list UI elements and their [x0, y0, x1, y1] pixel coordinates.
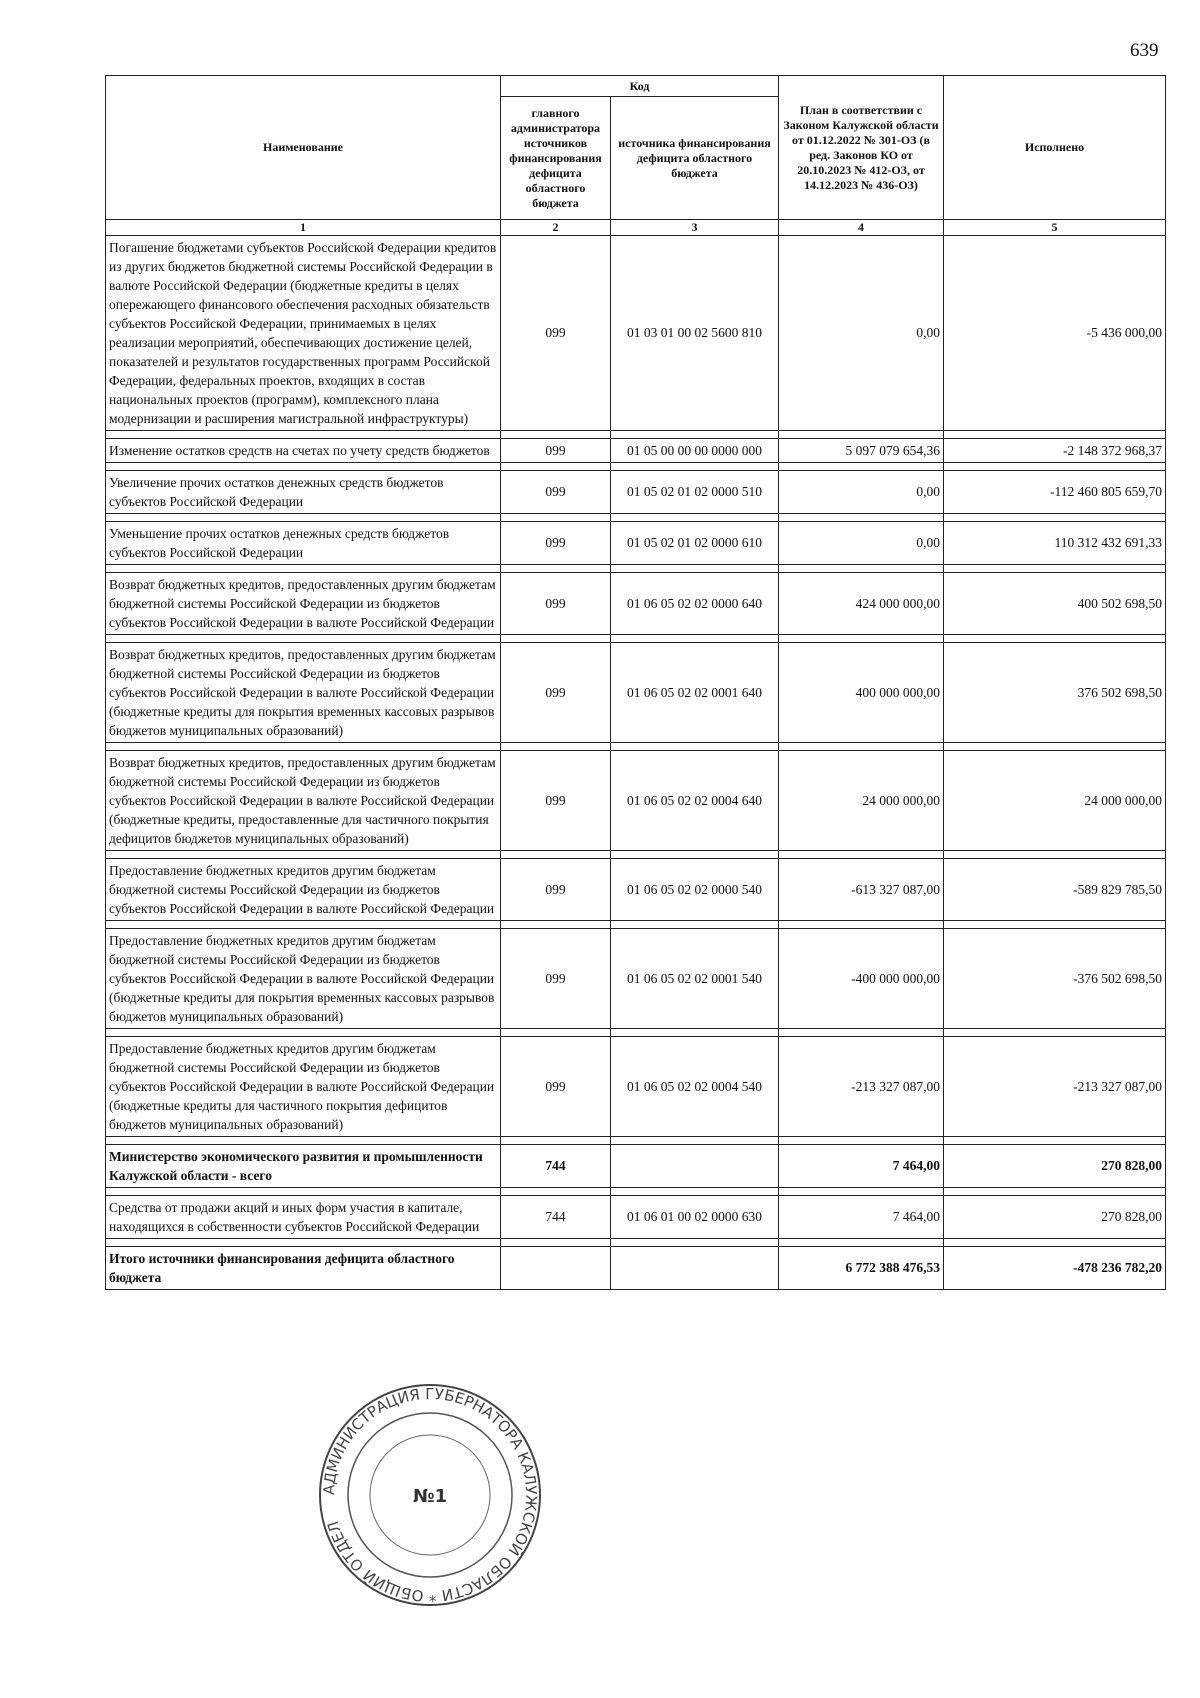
row-source-code — [611, 1145, 779, 1188]
row-spacer — [106, 743, 1166, 751]
row-plan-amount: 424 000 000,00 — [779, 573, 944, 635]
row-spacer — [106, 514, 1166, 522]
row-plan-amount: 7 464,00 — [779, 1145, 944, 1188]
row-name: Увеличение прочих остатков денежных средств бюджетов субъектов Российской Федерации — [106, 471, 501, 514]
table-row — [106, 573, 1166, 635]
row-executed-amount: 400 502 698,50 — [944, 573, 1166, 635]
row-source-code: 01 06 05 02 02 0001 640 — [611, 643, 779, 743]
row-executed-amount: -589 829 785,50 — [944, 859, 1166, 921]
row-spacer — [106, 1239, 1166, 1247]
row-source-code — [611, 1247, 779, 1290]
header-name: Наименование — [106, 76, 501, 220]
table-row — [106, 859, 1166, 921]
table-row — [106, 236, 1166, 431]
row-source-code: 01 05 02 01 02 0000 510 — [611, 471, 779, 514]
col-number: 3 — [611, 220, 779, 236]
row-admin-code: 099 — [501, 236, 611, 431]
header-plan: План в соответствии с Законом Калужской области от 01.12.2022 № 301-ОЗ (в ред. Законов КО от 20.10.2023 № 412-ОЗ, от 14.12.2023 № 436-ОЗ) — [779, 76, 944, 220]
row-executed-amount: 270 828,00 — [944, 1196, 1166, 1239]
row-plan-amount: -213 327 087,00 — [779, 1037, 944, 1137]
row-admin-code: 099 — [501, 439, 611, 463]
row-name: Погашение бюджетами субъектов Российской Федерации кредитов из других бюджетов бюджетной системы Российской Федерации в валюте Российской Федерации (бюджетные кредиты в целях опережающего финансового обеспечения расходных обязательств субъектов Российской Федерации, принимаемых в целях реализации мероприятий, обеспечивающих достижение целей, показателей и результатов государственных программ Российской Федерации, федеральных проектов, входящих в состав национальных проектов (программ), комплексного плана модернизации и расширения магистральной инфраструктуры) — [106, 236, 501, 431]
header-source: источника финансирования дефицита областного бюджета — [611, 97, 779, 220]
row-name: Предоставление бюджетных кредитов другим бюджетам бюджетной системы Российской Федерации из бюджетов субъектов Российской Федерации в валюте Российской Федерации — [106, 859, 501, 921]
row-source-code: 01 05 00 00 00 0000 000 — [611, 439, 779, 463]
col-number: 5 — [944, 220, 1166, 236]
row-source-code: 01 06 01 00 02 0000 630 — [611, 1196, 779, 1239]
col-number: 1 — [106, 220, 501, 236]
row-name: Предоставление бюджетных кредитов другим бюджетам бюджетной системы Российской Федерации из бюджетов субъектов Российской Федерации в валюте Российской Федерации (бюджетные кредиты для частичного покрытия дефицитов бюджетов муниципальных образований) — [106, 1037, 501, 1137]
row-name: Уменьшение прочих остатков денежных средств бюджетов субъектов Российской Федерации — [106, 522, 501, 565]
row-plan-amount: 5 097 079 654,36 — [779, 439, 944, 463]
table-row — [106, 1037, 1166, 1137]
table-row — [106, 522, 1166, 565]
row-spacer — [106, 921, 1166, 929]
row-executed-amount: -213 327 087,00 — [944, 1037, 1166, 1137]
table-row — [106, 471, 1166, 514]
row-admin-code: 744 — [501, 1145, 611, 1188]
row-spacer — [106, 1188, 1166, 1196]
row-plan-amount: -613 327 087,00 — [779, 859, 944, 921]
row-admin-code: 099 — [501, 929, 611, 1029]
row-plan-amount: 0,00 — [779, 471, 944, 514]
row-name: Итого источники финансирования дефицита областного бюджета — [106, 1247, 501, 1290]
row-plan-amount: 6 772 388 476,53 — [779, 1247, 944, 1290]
row-executed-amount: -2 148 372 968,37 — [944, 439, 1166, 463]
header-kod: Код — [501, 76, 779, 97]
row-spacer — [106, 565, 1166, 573]
row-admin-code: 099 — [501, 643, 611, 743]
row-plan-amount: -400 000 000,00 — [779, 929, 944, 1029]
row-spacer — [106, 431, 1166, 439]
header-executed: Исполнено — [944, 76, 1166, 220]
row-name: Средства от продажи акций и иных форм участия в капитале, находящихся в собственности субъектов Российской Федерации — [106, 1196, 501, 1239]
row-source-code: 01 06 05 02 02 0004 640 — [611, 751, 779, 851]
row-source-code: 01 03 01 00 02 5600 810 — [611, 236, 779, 431]
table-row — [106, 1145, 1166, 1188]
row-source-code: 01 06 05 02 02 0000 540 — [611, 859, 779, 921]
header-admin: главного администратора источников финансирования дефицита областного бюджета — [501, 97, 611, 220]
row-executed-amount: 110 312 432 691,33 — [944, 522, 1166, 565]
stamp-text: АДМИНИСТРАЦИЯ ГУБЕРНАТОРА КАЛУЖСКОЙ ОБЛАСТИ * ОБЩИЙ ОТДЕЛ — [319, 1384, 541, 1606]
row-admin-code: 099 — [501, 1037, 611, 1137]
row-spacer — [106, 1029, 1166, 1037]
row-name: Министерство экономического развития и промышленности Калужской области - всего — [106, 1145, 501, 1188]
row-executed-amount: -478 236 782,20 — [944, 1247, 1166, 1290]
row-spacer — [106, 635, 1166, 643]
row-admin-code — [501, 1247, 611, 1290]
row-source-code: 01 05 02 01 02 0000 610 — [611, 522, 779, 565]
table-row — [106, 643, 1166, 743]
row-name: Возврат бюджетных кредитов, предоставленных другим бюджетам бюджетной системы Российской Федерации из бюджетов субъектов Российской Федерации в валюте Российской Федерации (бюджетные кредиты для покрытия временных кассовых разрывов бюджетов муниципальных образований) — [106, 643, 501, 743]
budget-table — [105, 75, 1166, 1290]
row-plan-amount: 24 000 000,00 — [779, 751, 944, 851]
row-admin-code: 099 — [501, 751, 611, 851]
row-source-code: 01 06 05 02 02 0004 540 — [611, 1037, 779, 1137]
row-admin-code: 099 — [501, 573, 611, 635]
table-row — [106, 1247, 1166, 1290]
row-admin-code: 099 — [501, 522, 611, 565]
table-row — [106, 751, 1166, 851]
row-executed-amount: -376 502 698,50 — [944, 929, 1166, 1029]
row-source-code: 01 06 05 02 02 0001 540 — [611, 929, 779, 1029]
row-executed-amount: 270 828,00 — [944, 1145, 1166, 1188]
row-admin-code: 099 — [501, 471, 611, 514]
row-plan-amount: 0,00 — [779, 522, 944, 565]
row-plan-amount: 0,00 — [779, 236, 944, 431]
row-source-code: 01 06 05 02 02 0000 640 — [611, 573, 779, 635]
row-name: Возврат бюджетных кредитов, предоставленных другим бюджетам бюджетной системы Российской Федерации из бюджетов субъектов Российской Федерации в валюте Российской Федерации — [106, 573, 501, 635]
row-plan-amount: 7 464,00 — [779, 1196, 944, 1239]
row-name: Предоставление бюджетных кредитов другим бюджетам бюджетной системы Российской Федерации из бюджетов субъектов Российской Федерации в валюте Российской Федерации (бюджетные кредиты для покрытия временных кассовых разрывов бюджетов муниципальных образований) — [106, 929, 501, 1029]
official-stamp — [315, 1380, 545, 1610]
row-spacer — [106, 1137, 1166, 1145]
row-executed-amount: 376 502 698,50 — [944, 643, 1166, 743]
row-name: Возврат бюджетных кредитов, предоставленных другим бюджетам бюджетной системы Российской Федерации из бюджетов субъектов Российской Федерации в валюте Российской Федерации (бюджетные кредиты, предоставленные для частичного покрытия дефицитов бюджетов муниципальных образований) — [106, 751, 501, 851]
row-executed-amount: 24 000 000,00 — [944, 751, 1166, 851]
col-number: 4 — [779, 220, 944, 236]
col-number: 2 — [501, 220, 611, 236]
stamp-number: №1 — [412, 1486, 448, 1507]
row-admin-code: 744 — [501, 1196, 611, 1239]
table-row — [106, 1196, 1166, 1239]
page-number: 639 — [1130, 40, 1159, 61]
row-spacer — [106, 851, 1166, 859]
table-row — [106, 929, 1166, 1029]
table-row — [106, 439, 1166, 463]
row-executed-amount: -5 436 000,00 — [944, 236, 1166, 431]
row-name: Изменение остатков средств на счетах по учету средств бюджетов — [106, 439, 501, 463]
row-plan-amount: 400 000 000,00 — [779, 643, 944, 743]
row-executed-amount: -112 460 805 659,70 — [944, 471, 1166, 514]
row-spacer — [106, 463, 1166, 471]
row-admin-code: 099 — [501, 859, 611, 921]
